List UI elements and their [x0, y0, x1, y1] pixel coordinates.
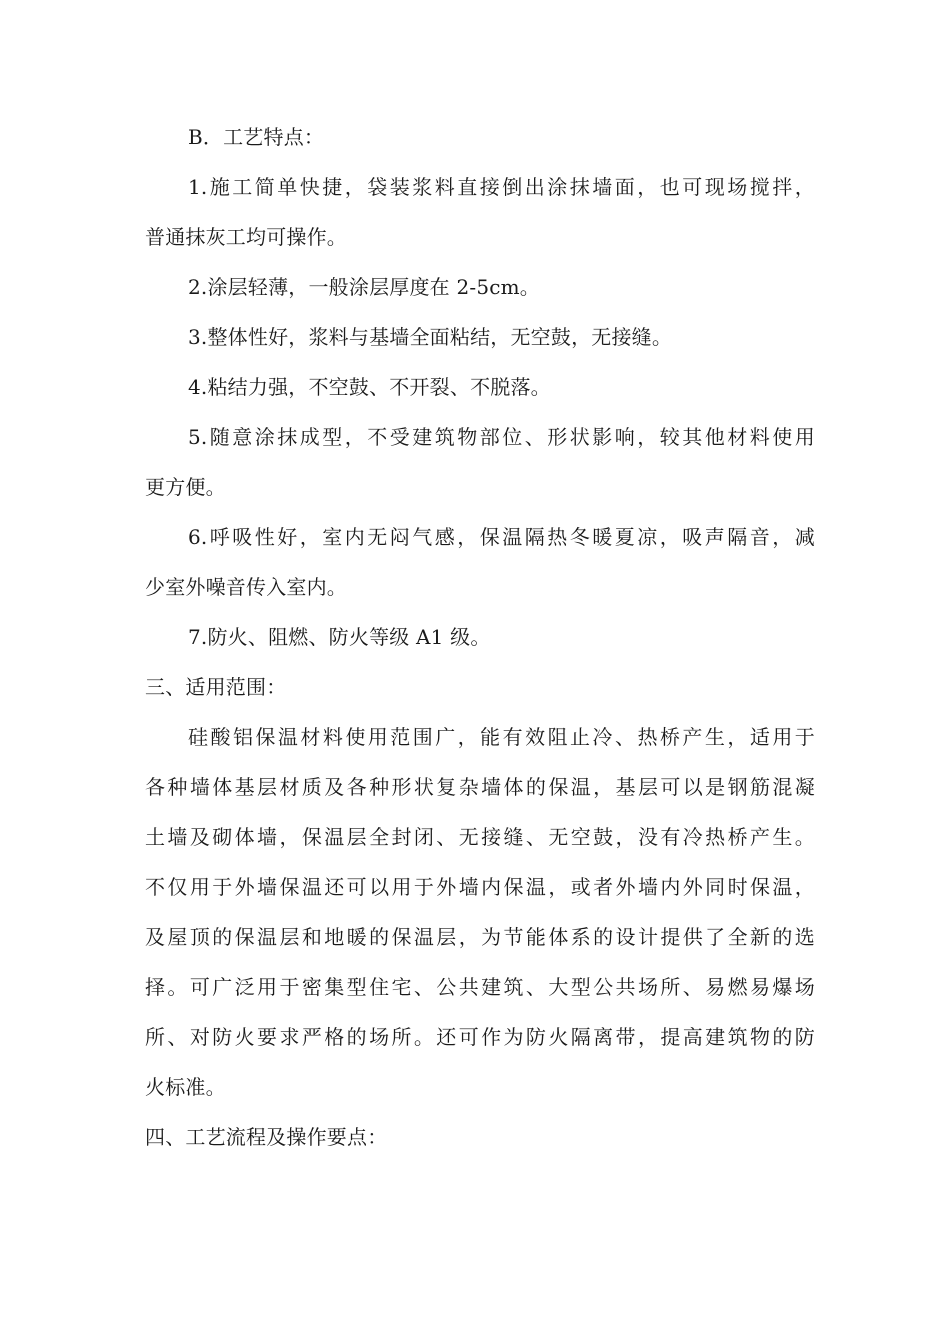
feature-item-6-line-2: 少室外噪音传入室内。: [145, 575, 347, 599]
section-3-paragraph-line: 不仅用于外墙保温还可以用于外墙内保温，或者外墙内外同时保温，: [145, 875, 815, 899]
section-3-paragraph-line: 硅酸铝保温材料使用范围广，能有效阻止冷、热桥产生，适用于: [188, 725, 815, 749]
section-3-paragraph-line: 所、对防火要求严格的场所。还可作为防火隔离带，提高建筑物的防: [145, 1025, 815, 1049]
feature-item-1-line-1: 1.施工简单快捷，袋装浆料直接倒出涂抹墙面，也可现场搅拌，: [188, 175, 815, 199]
section-3-paragraph-line: 火标准。: [145, 1075, 226, 1099]
feature-item-4: 4.粘结力强，不空鼓、不开裂、不脱落。: [188, 375, 551, 399]
section-3-paragraph-line: 各种墙体基层材质及各种形状复杂墙体的保温，基层可以是钢筋混凝: [145, 775, 815, 799]
feature-item-5-line-2: 更方便。: [145, 475, 226, 499]
feature-item-3: 3.整体性好，浆料与基墙全面粘结，无空鼓，无接缝。: [188, 325, 673, 349]
feature-item-2: 2.涂层轻薄，一般涂层厚度在 2-5cm。: [188, 275, 541, 299]
feature-item-7: 7.防火、阻燃、防火等级 A1 级。: [188, 625, 491, 649]
feature-item-6-line-1: 6.呼吸性好，室内无闷气感，保温隔热冬暖夏凉，吸声隔音，减: [188, 525, 815, 549]
section-3-paragraph-line: 及屋顶的保温层和地暖的保温层，为节能体系的设计提供了全新的选: [145, 925, 815, 949]
section-3-paragraph-line: 土墙及砌体墙，保温层全封闭、无接缝、无空鼓，没有冷热桥产生。: [145, 825, 815, 849]
feature-item-5-line-1: 5.随意涂抹成型，不受建筑物部位、形状影响，较其他材料使用: [188, 425, 815, 449]
section-3-paragraph-line: 择。可广泛用于密集型住宅、公共建筑、大型公共场所、易燃易爆场: [145, 975, 815, 999]
section-3-heading: 三、适用范围：: [145, 675, 287, 699]
feature-item-1-line-2: 普通抹灰工均可操作。: [145, 225, 347, 249]
section-4-heading: 四、工艺流程及操作要点：: [145, 1125, 388, 1149]
section-b-heading: B．工艺特点：: [188, 125, 325, 149]
